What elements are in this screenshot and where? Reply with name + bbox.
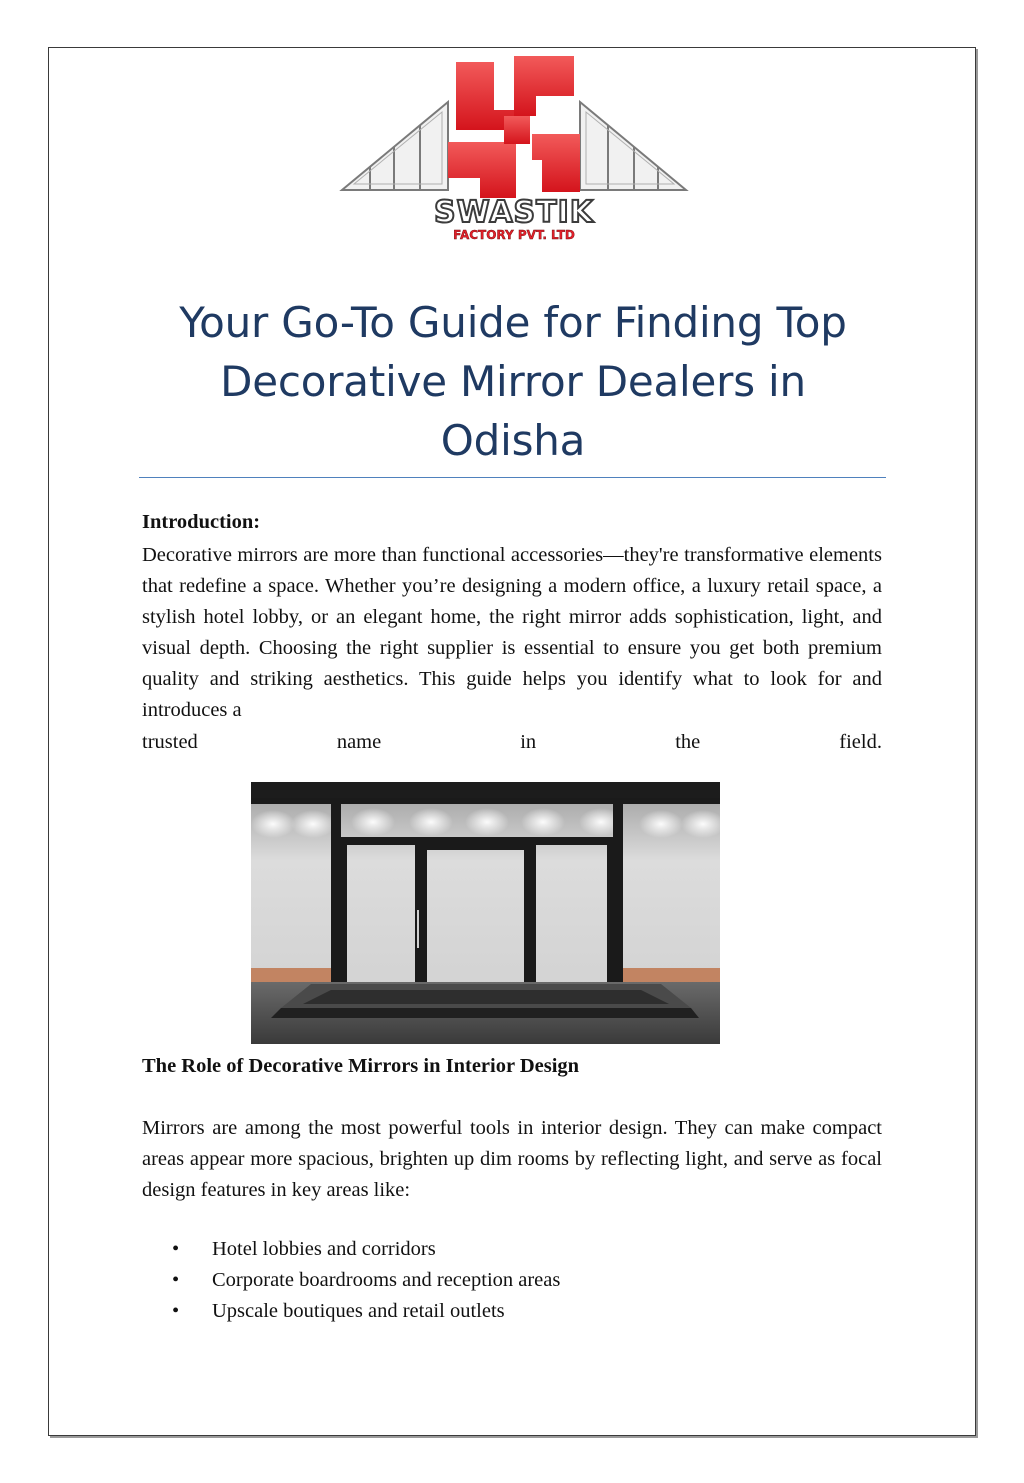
intro-heading: Introduction:: [142, 511, 261, 533]
storefront-photo: [251, 782, 720, 1044]
bullet-list: [172, 1234, 560, 1327]
bullet-symbol: •: [172, 1300, 180, 1322]
bullet-symbol: •: [172, 1238, 180, 1260]
title-line-2: Decorative Mirror Dealers in: [220, 357, 806, 406]
bullet-symbol: •: [172, 1269, 180, 1291]
list-item-text: Upscale boutiques and retail outlets: [212, 1300, 505, 1322]
title-line-3: Odisha: [440, 416, 586, 465]
logo-brand-sub: FACTORY PVT. LTD: [453, 228, 575, 242]
left-wing-graphic: [342, 102, 448, 190]
intro-word: name: [336, 731, 382, 753]
title-line-1: Your Go-To Guide for Finding Top: [179, 298, 847, 347]
section-paragraph: Mirrors are among the most powerful tools in interior design. They can make compact areas appear more spacious, brighten up dim rooms by reflecting light, and serve as focal design features in key areas like:: [142, 1117, 882, 1201]
right-wing-graphic: [580, 102, 686, 190]
intro-word: in: [520, 731, 537, 753]
intro-paragraph: Decorative mirrors are more than functional accessories—they're transformative elements that redefine a space. Whether you’re designing a modern office, a luxury retail space, a stylish hotel lobby, or an elegant home, the right mirror adds sophistication, light, and visual depth. Choosing the right supplier is essential to ensure you get both premium quality and striking aesthetics. This guide helps you identify what to look for and introduces a: [142, 544, 882, 721]
intro-paragraph-last-line: [142, 727, 882, 758]
list-item: [172, 1265, 560, 1296]
intro-word: trusted: [142, 731, 198, 753]
section-heading: The Role of Decorative Mirrors in Interior Design: [142, 1055, 580, 1077]
company-logo: [336, 52, 692, 244]
logo-brand-name: SWASTIK: [433, 195, 595, 230]
intro-word: the: [675, 731, 701, 753]
intro-word: field.: [839, 731, 882, 753]
title-underline-rule: [139, 477, 886, 478]
page-title: [140, 293, 886, 470]
list-item: [172, 1234, 560, 1265]
logo-symbol: [448, 56, 580, 198]
list-item-text: Hotel lobbies and corridors: [212, 1238, 436, 1260]
list-item-text: Corporate boardrooms and reception areas: [212, 1269, 561, 1291]
list-item: [172, 1296, 560, 1327]
